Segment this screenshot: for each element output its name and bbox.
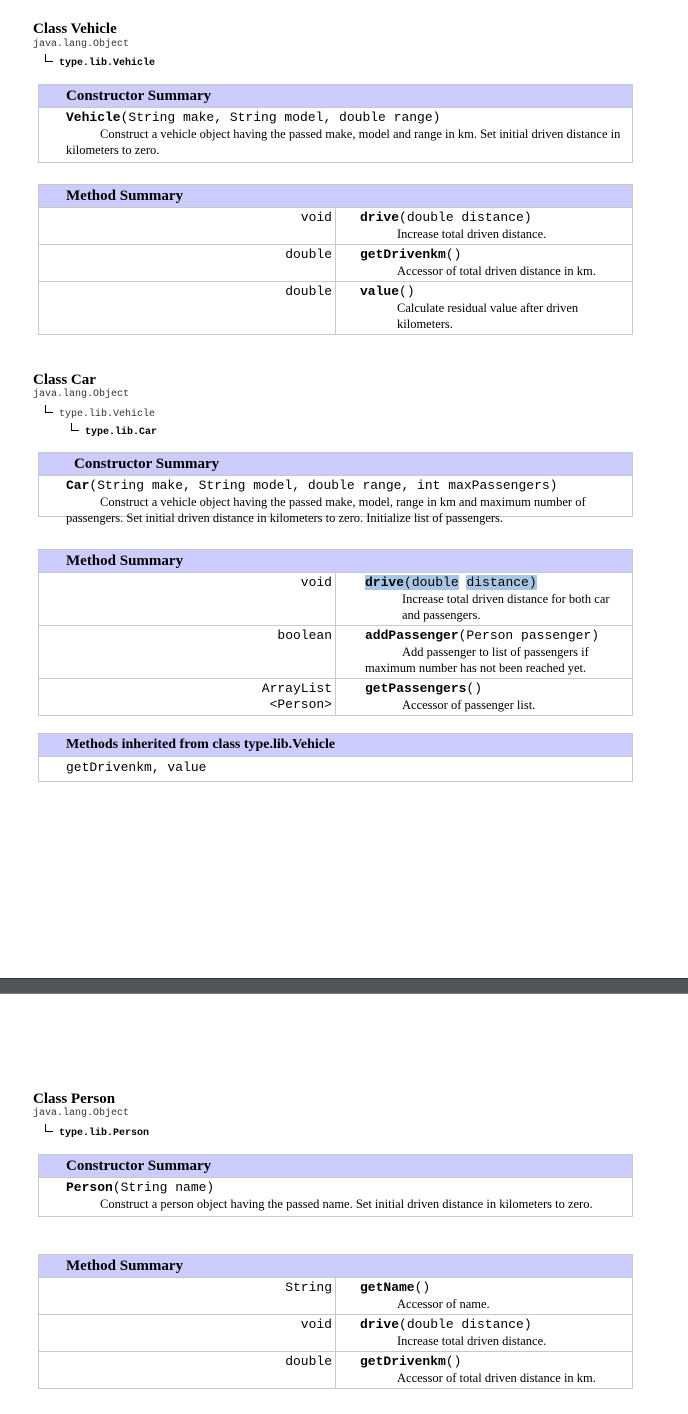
method-params: () bbox=[466, 681, 483, 696]
method-summary-table bbox=[38, 549, 633, 716]
method-summary-header: Method Summary bbox=[39, 185, 633, 208]
class-title-car: Class Car bbox=[33, 372, 96, 388]
method-params: () bbox=[445, 1354, 462, 1369]
method-row bbox=[39, 245, 633, 282]
hierarchy-leaf: type.lib.Person bbox=[45, 1124, 149, 1140]
method-row bbox=[39, 208, 633, 245]
method-description: Accessor of total driven distance in km. bbox=[397, 1371, 596, 1385]
constructor-description: Construct a vehicle object having the passed make, model and range in km. Set initial driven distance in kilometers to zero. bbox=[66, 127, 621, 157]
constructor-params: (String name) bbox=[112, 1180, 215, 1195]
method-return-type: double bbox=[39, 245, 336, 282]
hierarchy-root: java.lang.Object bbox=[33, 389, 130, 400]
method-params: () bbox=[399, 284, 415, 299]
tree-corner-icon bbox=[45, 405, 53, 413]
method-link[interactable]: drive bbox=[360, 1317, 400, 1332]
method-row bbox=[39, 1278, 633, 1315]
method-param-type: (double bbox=[404, 575, 459, 590]
hierarchy-root: java.lang.Object bbox=[33, 39, 130, 50]
method-description: Accessor of name. bbox=[397, 1297, 490, 1311]
method-description: Increase total driven distance. bbox=[397, 227, 547, 241]
constructor-row bbox=[39, 1178, 633, 1217]
constructor-params: (String make, String model, double range, int maxPassengers) bbox=[89, 478, 558, 493]
method-params: (double distance) bbox=[399, 1317, 532, 1332]
constructor-summary-table bbox=[38, 452, 633, 525]
tree-corner-icon bbox=[71, 423, 79, 431]
method-link[interactable]: drive bbox=[365, 575, 405, 590]
method-summary-table bbox=[38, 1254, 633, 1389]
constructor-link[interactable]: Person bbox=[66, 1180, 113, 1195]
method-return-type: boolean bbox=[39, 626, 336, 679]
method-return-type: String bbox=[39, 1278, 336, 1315]
constructor-link[interactable]: Vehicle bbox=[66, 110, 121, 125]
method-row bbox=[39, 626, 633, 679]
tree-corner-icon bbox=[45, 1124, 53, 1132]
hierarchy-leaf: type.lib.Car bbox=[71, 423, 157, 439]
method-description: Increase total driven distance for both car and passengers. bbox=[402, 592, 610, 622]
class-title-vehicle: Class Vehicle bbox=[33, 21, 117, 37]
method-summary-header: Method Summary bbox=[39, 1255, 633, 1278]
method-params: () bbox=[414, 1280, 431, 1295]
method-link[interactable]: getPassengers bbox=[365, 681, 467, 696]
constructor-summary-header: Constructor Summary bbox=[39, 85, 633, 108]
method-summary-header: Method Summary bbox=[39, 550, 633, 573]
method-summary-table bbox=[38, 184, 633, 335]
method-description: Calculate residual value after driven kilometers. bbox=[397, 301, 579, 331]
method-param-name: distance) bbox=[466, 575, 537, 590]
constructor-summary-header: Constructor Summary bbox=[39, 1155, 633, 1178]
method-row bbox=[39, 1315, 633, 1352]
method-link[interactable]: value bbox=[360, 284, 400, 299]
method-link[interactable]: drive bbox=[360, 210, 400, 225]
inherited-methods-table bbox=[38, 733, 633, 782]
method-description: Increase total driven distance. bbox=[397, 1334, 547, 1348]
hierarchy-root: java.lang.Object bbox=[33, 1108, 130, 1119]
method-link[interactable]: getName bbox=[360, 1280, 415, 1295]
inherited-methods-header: Methods inherited from class type.lib.Vehicle bbox=[39, 734, 633, 757]
constructor-summary-table bbox=[38, 1154, 633, 1217]
constructor-summary-header: Constructor Summary bbox=[39, 453, 633, 476]
constructor-description: Construct a vehicle object having the passed make, model, range in km and maximum number of passengers. Set initial driven distance in kilometers to zero. Initialize list of passengers. bbox=[66, 495, 586, 525]
constructor-link[interactable]: Car bbox=[66, 478, 90, 493]
hierarchy-leaf: type.lib.Vehicle bbox=[45, 54, 155, 70]
method-row bbox=[39, 679, 633, 716]
constructor-description: Construct a person object having the passed name. Set initial driven distance in kilometers to zero. bbox=[100, 1197, 593, 1211]
method-params: (double distance) bbox=[399, 210, 532, 225]
constructor-row bbox=[39, 108, 633, 163]
inherited-methods-list[interactable]: getDrivenkm, value bbox=[39, 757, 633, 782]
method-link[interactable]: getDrivenkm bbox=[360, 1354, 446, 1369]
method-return-type: ArrayList <Person> bbox=[39, 679, 336, 716]
method-params: (Person passenger) bbox=[458, 628, 600, 643]
tree-corner-icon bbox=[45, 54, 53, 62]
method-return-type: double bbox=[39, 282, 336, 335]
method-row bbox=[39, 282, 633, 335]
hierarchy-parent: type.lib.Vehicle bbox=[45, 405, 155, 421]
method-return-type: double bbox=[39, 1352, 336, 1389]
page-separator bbox=[0, 978, 688, 994]
method-row bbox=[39, 573, 633, 626]
method-description: Accessor of total driven distance in km. bbox=[397, 264, 596, 278]
constructor-row bbox=[39, 476, 633, 525]
method-params: () bbox=[445, 247, 462, 262]
method-link[interactable]: addPassenger bbox=[365, 628, 459, 643]
constructor-params: (String make, String model, double range) bbox=[120, 110, 441, 125]
constructor-summary-table bbox=[38, 84, 633, 163]
method-description: Add passenger to list of passengers if maximum number has not been reached yet. bbox=[365, 645, 589, 675]
class-title-person: Class Person bbox=[33, 1091, 116, 1107]
method-row bbox=[39, 1352, 633, 1389]
method-link[interactable]: getDrivenkm bbox=[360, 247, 446, 262]
method-description: Accessor of passenger list. bbox=[402, 698, 536, 712]
method-return-type: void bbox=[39, 1315, 336, 1352]
method-return-type: void bbox=[39, 208, 336, 245]
method-return-type: void bbox=[39, 573, 336, 626]
